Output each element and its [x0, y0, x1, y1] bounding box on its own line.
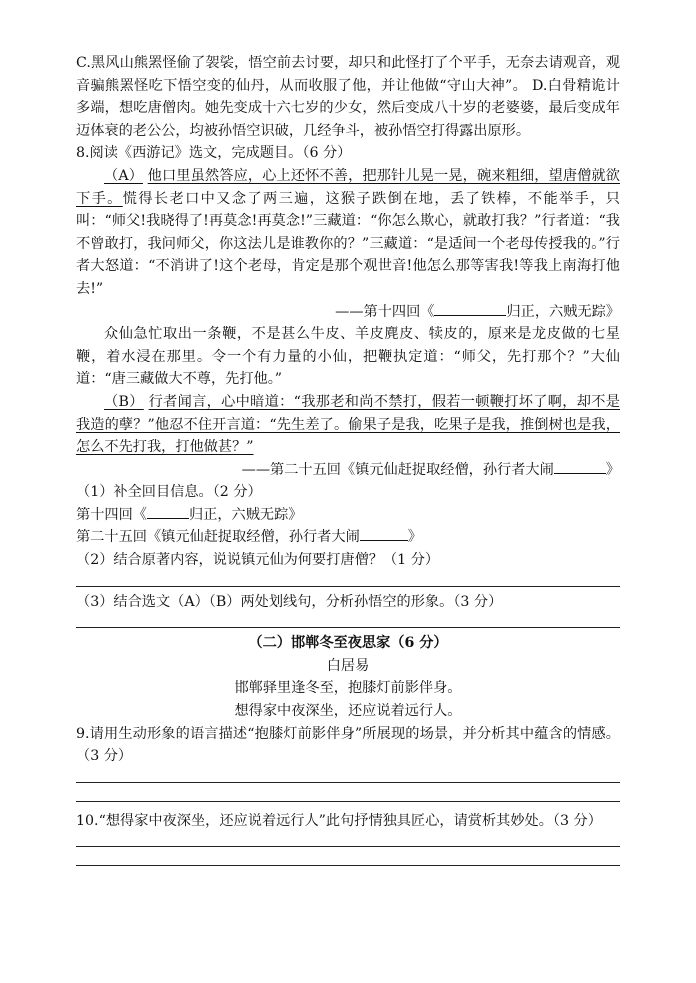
exam-page — [76, 52, 620, 870]
sub-question-3: （3）结合选文（A）（B）两处划线句，分析孙悟空的形象。（3 分） — [76, 593, 503, 610]
poem-section-title: （二）邯郸冬至夜思家（6 分） — [248, 635, 448, 652]
option-c-d-text: C.黑风山熊罴怪偷了袈裟，悟空前去讨要，却只和此怪打了个平手，无奈去请观音，观音骗熊罴怪吃下悟空变的仙丹，从而收服了他，并让他做“守山大神”。 D.白骨精诡计多端，想吃唐僧肉。她先变成十六七岁的少女，然后变成八十岁的老婆婆，最后变成年迈体衰的老公公，均被孙悟空识破，几经争斗，被孙悟空打得露出原形。 — [76, 55, 620, 139]
answer-blank-ch14[interactable] — [147, 504, 189, 519]
sub1-answer-ch14: 第十四回《 归正，六贼无踪》 — [76, 504, 620, 527]
passage-middle: 众仙急忙取出一条鞭，不是甚么牛皮、羊皮麂皮、犊皮的，原来是龙皮做的七星鞭，着水浸在那里。令一个有力量的小仙，把鞭执定道：“师父，先打那个？”大仙道：“唐三藏做大不尊，先打他。” — [76, 326, 620, 388]
answer-blank-ch25[interactable] — [360, 526, 408, 541]
passage-b — [76, 391, 620, 459]
answer-line-q10-1[interactable] — [76, 832, 620, 847]
passage-a-underlined: 他口里虽然答应，心上还怀不善，把那针儿晃一晃，碗来粗细，望唐僧就欲下手。 — [76, 167, 620, 207]
source-ch25: ——第二十五回《镇元仙赶捉取经僧，孙行者大闹 》 — [76, 459, 620, 482]
blank-ch25[interactable] — [554, 459, 606, 474]
answer-line-q9-1[interactable] — [76, 768, 620, 783]
answer-line-q10-2[interactable] — [76, 851, 620, 866]
poem-line-1: 邯郸驿里逢冬至，抱膝灯前影伴身。 — [234, 680, 462, 697]
passage-a-text: 慌得长老口中又念了两三遍，这猴子跌倒在地，丢了铁棒，不能举手，只叫：“师父!我晓得了!再莫念!再莫念!”三藏道：“你怎么欺心，就敢打我？”行者道：“我不曾敢打，我问师父，你这法儿是谁教你的？”三藏道：“是适间一个老母传授我的。”行者大怒道：“不消讲了!这个老母，肯定是那个观世音!他怎么那等害我!等我上南海打他去!” — [76, 190, 620, 297]
question-9: 9.请用生动形象的语言描述“抱膝灯前影伴身”所展现的场景，并分析其中蕴含的情感。（3 分） — [76, 725, 620, 765]
answer-line-q9-2[interactable] — [76, 787, 620, 802]
answer-line-sub2[interactable] — [76, 572, 620, 587]
answer-line-sub3[interactable] — [76, 613, 620, 628]
passage-a-label: （A） — [104, 167, 144, 184]
source-ch14: ——第十四回《 归正，六贼无踪》 — [76, 301, 620, 324]
passage-a — [76, 165, 620, 301]
blank-ch14[interactable] — [434, 301, 506, 316]
question-8-title: 8.阅读《西游记》选文，完成题目。（6 分） — [76, 145, 352, 162]
passage-b-underlined: 行者闻言，心中暗道：“我那老和尚不禁打，假若一顿鞭打坏了啊，却不是我造的孽？”他忍不住开言道：“先生差了。偷果子是我，吃果子是我，推倒树也是我，怎么不先打我，打他做甚？” — [76, 393, 620, 456]
poem-author: 白居易 — [326, 657, 370, 674]
passage-b-label: （B） — [104, 393, 144, 410]
sub-question-1: （1）补全回目信息。（2 分） — [76, 484, 262, 501]
question-10: 10.“想得家中夜深坐，还应说着远行人”此句抒情独具匠心，请赏析其妙处。（3 分） — [76, 812, 602, 829]
sub-question-2: （2）结合原著内容，说说镇元仙为何要打唐僧？（1 分） — [76, 552, 440, 569]
sub1-answer-ch25: 第二十五回《镇元仙赶捉取经僧，孙行者大闹 》 — [76, 526, 620, 549]
poem-line-2: 想得家中夜深坐，还应说着远行人。 — [234, 703, 462, 720]
